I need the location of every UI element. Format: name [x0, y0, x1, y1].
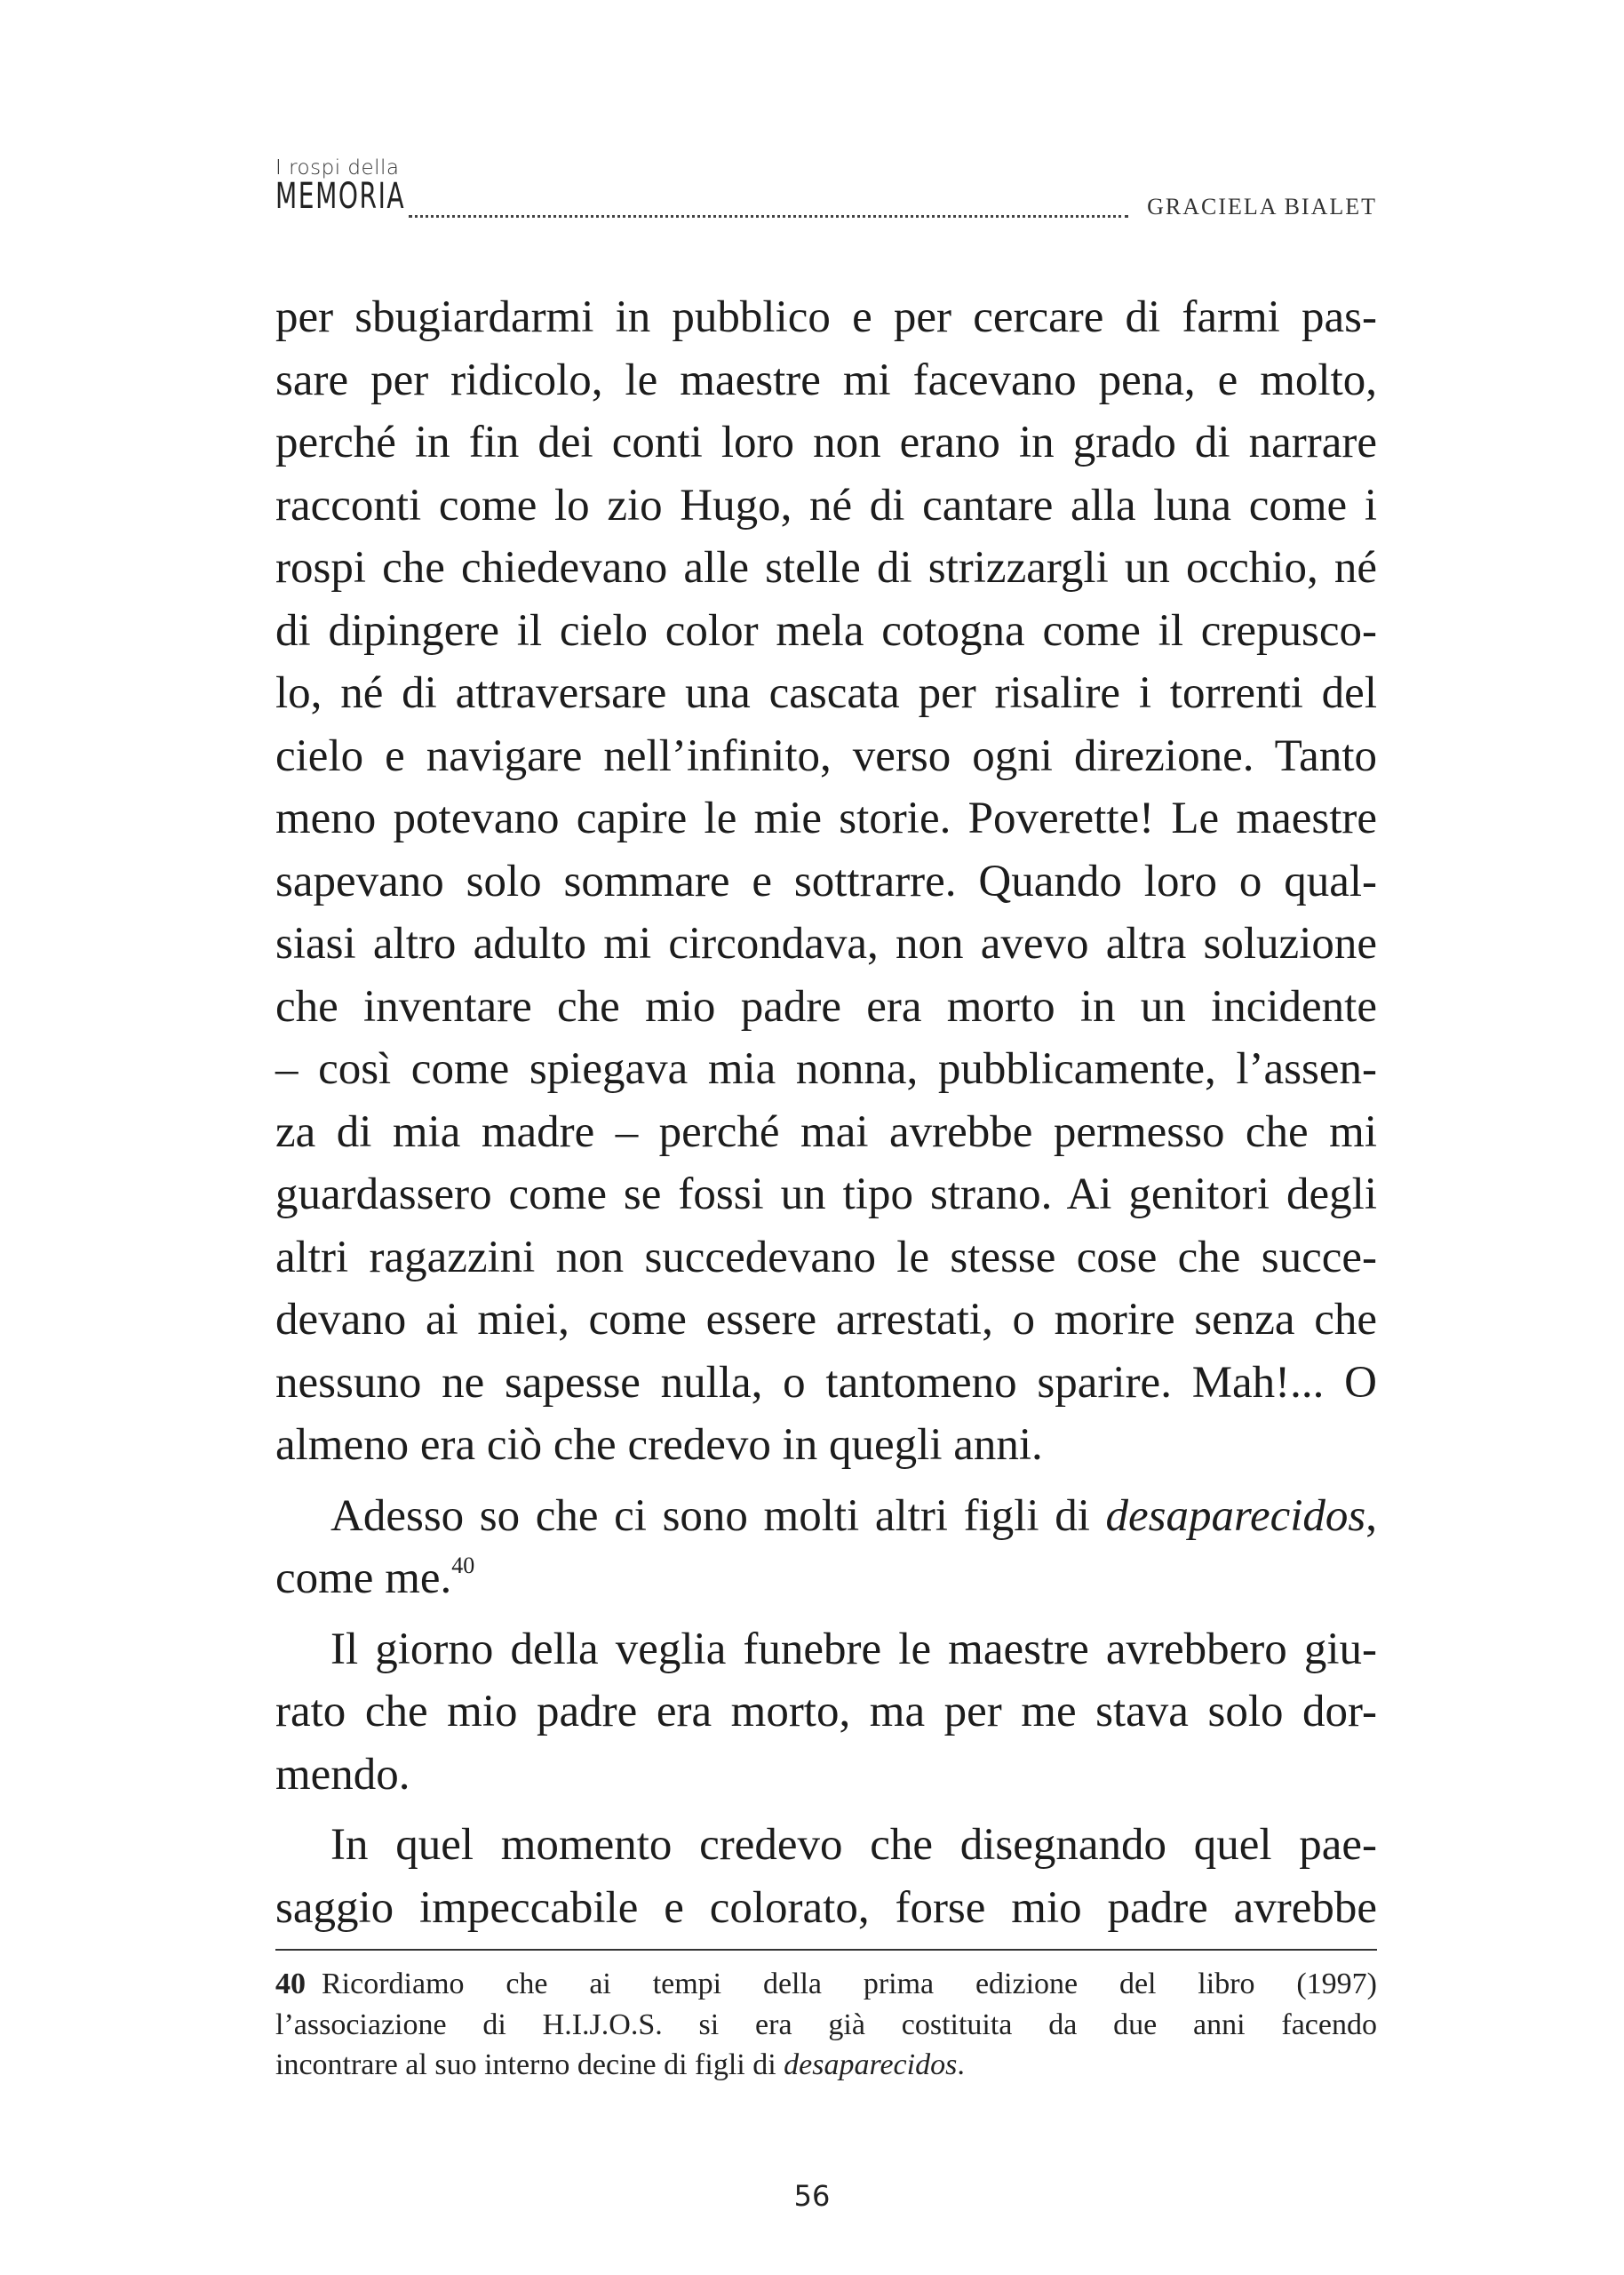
text-line: sapevano solo sommare e sottrarre. Quando loro o qual-: [275, 856, 1377, 906]
footnote-line: [275, 2045, 1377, 2086]
text-line: [275, 1547, 1377, 1610]
italic-term: desaparecidos: [1105, 1490, 1366, 1541]
body-text: [275, 286, 1377, 1939]
running-header: [275, 156, 1377, 228]
text-line: lo, né di attraversare una cascata per risalire i torrenti del: [275, 668, 1377, 718]
series-logo-small: I rospi della: [275, 156, 400, 180]
text-line: – così come spiegava mia nonna, pubblicamente, l’assen-: [275, 1044, 1377, 1094]
text-line: In quel momento credevo che disegnando quel pae-: [330, 1820, 1377, 1870]
footnote-line: l’associazione di H.I.J.O.S. si era già costituita da due anni facendo: [275, 2008, 1377, 2041]
series-logo-title: MEMORIA: [275, 176, 406, 217]
text-run: incontrare al suo interno decine di figli di: [275, 2048, 784, 2081]
dotted-leader: [409, 215, 1128, 218]
footnote-number: 40: [275, 1968, 306, 2000]
paragraph-4: [275, 1814, 1377, 1939]
paragraph-2: [275, 1485, 1377, 1610]
footnote-line: [275, 1964, 1377, 2005]
text-line: mendo.: [275, 1749, 410, 1800]
text-line: che inventare che mio padre era morto in un incidente: [275, 981, 1377, 1032]
text-line: perché in fin dei conti loro non erano in grado di narrare: [275, 418, 1377, 467]
text-run: Adesso so che ci sono molti altri figli di: [330, 1490, 1106, 1541]
text-line: [275, 1485, 1377, 1548]
text-run: .: [957, 2048, 965, 2081]
paragraph-1: [275, 286, 1377, 1477]
footnote-40: [275, 1964, 1377, 2086]
text-run: ,: [1365, 1490, 1377, 1541]
text-line: di dipingere il cielo color mela cotogna come il crepusco-: [275, 605, 1377, 656]
text-line: rato che mio padre era morto, ma per me stava solo dor-: [275, 1687, 1377, 1736]
italic-term: desaparecidos: [784, 2048, 958, 2081]
text-line: Il giorno della veglia funebre le maestre avrebbero giu-: [330, 1624, 1377, 1674]
text-line: per sbugiardarmi in pubblico e per cercare di farmi pas-: [275, 292, 1377, 342]
text-line: siasi altro adulto mi circondava, non avevo altra soluzione: [275, 919, 1377, 969]
text-line: altri ragazzini non succedevano le stesse cose che succe-: [275, 1232, 1377, 1282]
page-number: 56: [793, 2179, 831, 2213]
text-line: guardassero come se fossi un tipo strano. Ai genitori degli: [275, 1169, 1377, 1219]
footnote-separator: [275, 1949, 1377, 1951]
text-line: devano ai miei, come essere arrestati, o morire senza che: [275, 1295, 1377, 1345]
text-line: nessuno ne sapesse nulla, o tantomeno sparire. Mah!... O: [275, 1357, 1377, 1408]
text-run: Ricordiamo che ai tempi della prima edizione del libro (1997): [322, 1968, 1377, 2000]
text-line: za di mia madre – perché mai avrebbe permesso che mi: [275, 1106, 1377, 1157]
text-run: come me.: [275, 1553, 452, 1603]
text-line: almeno era ciò che credevo in quegli anni.: [275, 1420, 1043, 1470]
footnote-reference[interactable]: 40: [451, 1553, 475, 1578]
paragraph-3: [275, 1618, 1377, 1807]
text-line: cielo e navigare nell’infinito, verso ogni direzione. Tanto: [275, 730, 1377, 781]
text-line: sare per ridicolo, le maestre mi facevano pena, e molto,: [275, 355, 1377, 405]
text-line: saggio impeccabile e colorato, forse mio padre avrebbe: [275, 1882, 1377, 1933]
text-line: racconti come lo zio Hugo, né di cantare alla luna come i: [275, 480, 1377, 531]
text-line: meno potevano capire le mie storie. Poverette! Le maestre: [275, 794, 1377, 843]
author-name: GRACIELA BIALET: [1147, 194, 1377, 220]
text-line: rospi che chiedevano alle stelle di strizzargli un occhio, né: [275, 543, 1377, 593]
